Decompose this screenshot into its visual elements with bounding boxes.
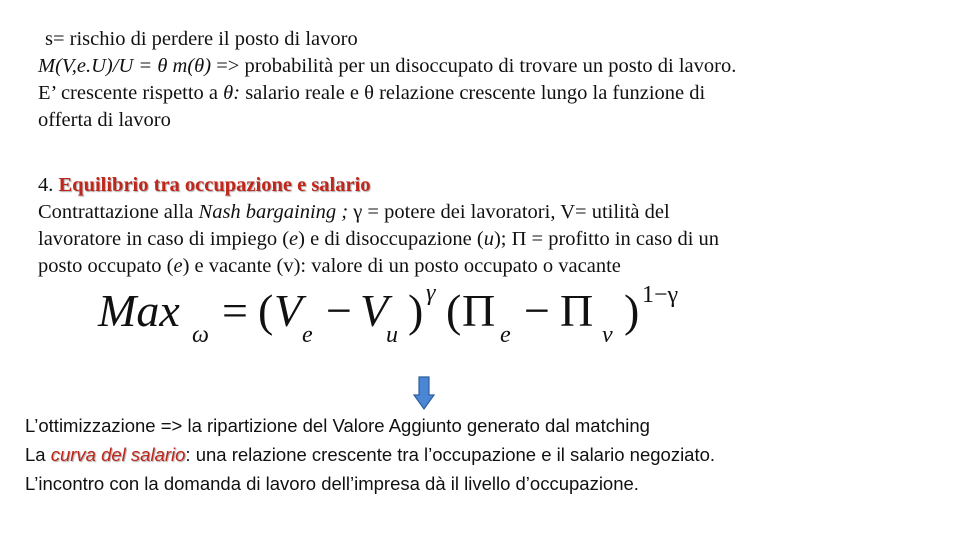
- formula-rparen-2: ): [624, 285, 640, 336]
- matching-function: M(V,e.U)/U = θ m(θ): [38, 55, 212, 77]
- occupied-symbol: e: [173, 255, 183, 277]
- formula-lparen-1: (: [258, 285, 274, 336]
- theta-relation-rest: salario reale e θ relazione crescente lungo la funzione di: [240, 82, 706, 104]
- profit-text-b: ) e vacante (v): valore di un posto occupato o vacante: [182, 255, 621, 277]
- matching-description: => probabilità per un disoccupato di trovare un posto di lavoro.: [211, 55, 737, 77]
- formula-lparen-2: (: [446, 285, 462, 336]
- formula-max: Max: [98, 285, 180, 336]
- nash-text-a: Contrattazione alla: [38, 201, 199, 223]
- formula-pi-employed: Π: [462, 285, 496, 336]
- utility-text-b: ) e di disoccupazione (: [298, 228, 484, 250]
- formula-v-employed: V: [274, 285, 303, 336]
- intro-block: [38, 26, 736, 134]
- utility-text-c: ); Π = profitto in caso di un: [493, 228, 720, 250]
- nash-text-b: γ = potere dei lavoratori, V= utilità del: [348, 201, 670, 223]
- down-arrow-icon: [413, 376, 435, 410]
- unemployed-symbol: u: [483, 228, 494, 250]
- formula-equals: =: [222, 285, 248, 336]
- formula-sub-u: u: [386, 322, 398, 348]
- utility-text-a: lavoratore in caso di impiego (: [38, 228, 290, 250]
- profit-text-a: posto occupato (: [38, 255, 174, 277]
- formula-v-unemployed: V: [360, 285, 389, 336]
- wage-curve-line: [25, 440, 715, 469]
- formula-sup-gamma: γ: [426, 280, 436, 306]
- nash-bargaining-formula: [96, 280, 716, 356]
- section-number: 4.: [38, 174, 59, 196]
- formula-rparen-1: ): [408, 285, 424, 336]
- conclusion-block: [25, 411, 715, 498]
- utility-line: [38, 226, 719, 253]
- formula-minus-1: −: [326, 285, 352, 336]
- theta-relation-text: E’ crescente rispetto a: [38, 82, 224, 104]
- nash-bargaining-term: Nash bargaining ;: [198, 201, 349, 223]
- formula-pi-vacant: Π: [560, 285, 594, 336]
- labor-supply-line: offerta di lavoro: [38, 109, 171, 131]
- wage-curve-term: curva del salario: [50, 444, 186, 465]
- labor-demand-line: L’incontro con la domanda di lavoro dell’impresa dà il livello d’occupazione.: [25, 473, 639, 494]
- section-4-title: Equilibrio tra occupazione e salario: [58, 174, 371, 196]
- formula-sub-omega: ω: [192, 322, 209, 348]
- matching-function-line: [38, 53, 736, 80]
- formula-minus-2: −: [524, 285, 550, 336]
- formula-sub-e2: e: [500, 322, 511, 348]
- wage-curve-description: : una relazione crescente tra l’occupazione e il salario negoziato.: [185, 444, 716, 465]
- formula-sup-exponent: 1−γ: [642, 282, 679, 308]
- section-4-block: [38, 172, 719, 280]
- section-4-heading: [38, 172, 719, 199]
- theta-symbol: θ:: [223, 82, 241, 104]
- risk-definition: s= rischio di perdere il posto di lavoro: [45, 28, 358, 50]
- theta-relation-line: [38, 80, 736, 107]
- wage-curve-prefix: La: [25, 444, 51, 465]
- employed-symbol: e: [289, 228, 299, 250]
- formula-sub-e: e: [302, 322, 313, 348]
- profit-line: [38, 253, 719, 280]
- formula-sub-v: v: [602, 322, 613, 348]
- nash-bargaining-line: [38, 199, 719, 226]
- optimization-line: L’ottimizzazione => la ripartizione del Valore Aggiunto generato dal matching: [25, 415, 650, 436]
